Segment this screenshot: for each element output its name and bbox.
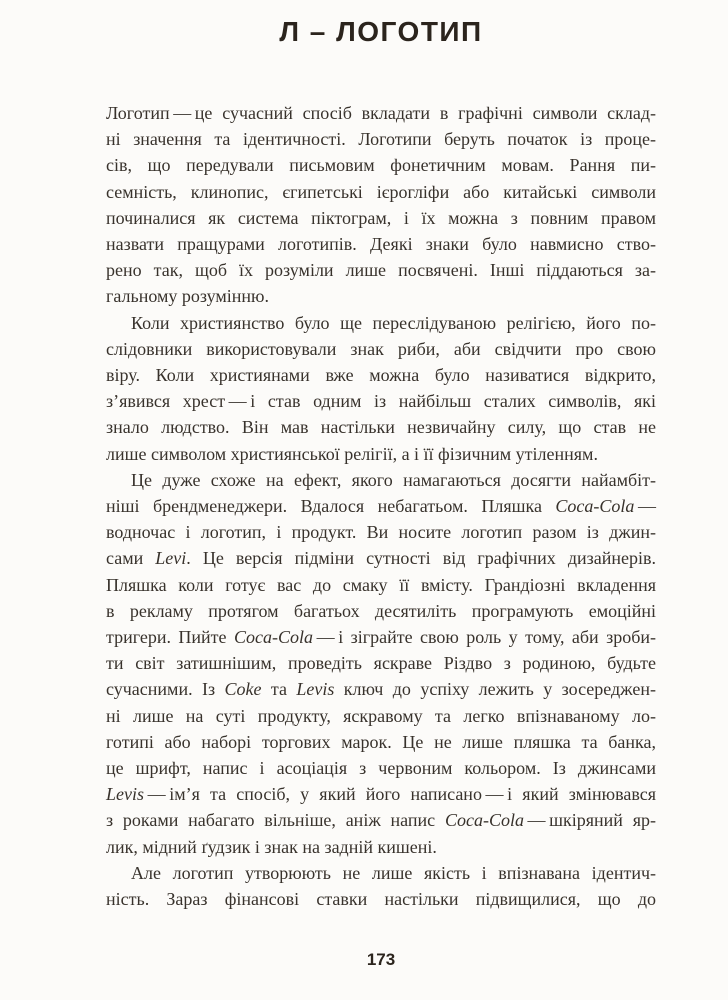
- text-segment: слідовники використовували знак риби, аби свідчити про свою: [106, 338, 656, 359]
- text-segment: семність, клинопис, єгипетські ієрогліфи або китайські символи: [106, 181, 656, 202]
- text-line: [106, 650, 656, 676]
- text-segment: знало людство. Він мав настільки незвичайну силу, що став не: [106, 417, 656, 438]
- text-segment: Логотип — це сучасний спосіб вкладати в графічні символи склад-: [106, 103, 656, 123]
- text-segment: з роками набагато вільніше, аніж напис: [106, 810, 445, 831]
- text-line: [106, 807, 656, 833]
- text-line: [106, 676, 656, 702]
- text-segment: гальному розумінню.: [106, 286, 270, 307]
- text-line: [106, 886, 656, 912]
- text-line: [106, 467, 656, 493]
- text-segment: та: [261, 679, 297, 700]
- text-line: [106, 336, 656, 362]
- text-segment: з’явився хрест — і став одним із найбільш сталих символів, які: [106, 391, 656, 412]
- text-line: [106, 729, 656, 755]
- text-segment: Пляшка коли готує вас до смаку її вмісту. Грандіозні вкладення: [106, 574, 656, 595]
- paragraph: [106, 310, 656, 467]
- text-segment: ніші брендменеджери. Вдалося небагатьом. Пляшка: [106, 496, 556, 517]
- text-segment: лише символом християнської релігії, а і її фізичним утіленням.: [106, 443, 598, 464]
- text-segment: —: [634, 496, 656, 517]
- paragraph: [106, 467, 656, 860]
- text-segment: — і зіграйте свою роль у тому, аби зроби-: [312, 627, 657, 648]
- text-line: [106, 545, 656, 571]
- text-line: [106, 572, 656, 598]
- text-segment: . Це версія підміни сутності від графічних дизайнерів.: [186, 548, 656, 569]
- text-segment: Коли християнство було ще переслідуваною релігією, його по-: [131, 312, 656, 333]
- text-segment: ні лише на суті продукту, яскравому та легко впізнаваному ло-: [106, 705, 656, 726]
- text-segment: сів, що передували письмовим фонетичним мовам. Рання пи-: [106, 155, 656, 176]
- text-line: [106, 703, 656, 729]
- text-segment: ні значення та ідентичності. Логотипи беруть початок із проце-: [106, 129, 656, 150]
- text-segment: віру. Коли християнами вже можна було називатися відкрито,: [106, 365, 656, 386]
- text-line: [106, 362, 656, 388]
- text-line: [106, 598, 656, 624]
- text-line: [106, 179, 656, 205]
- text-segment: — шкіряний яр-: [523, 810, 656, 831]
- text-segment: — ім’я та спосіб, у який його написано — і який змінювався: [144, 784, 656, 805]
- text-line: [106, 781, 656, 807]
- brand-name-italic: Levis: [296, 679, 335, 700]
- chapter-title: Л – ЛОГОТИП: [279, 16, 483, 47]
- paragraph: [106, 860, 656, 912]
- text-segment: сучасними. Із: [106, 679, 225, 700]
- text-segment: Це дуже схоже на ефект, якого намагаються досягти найамбіт-: [131, 469, 656, 490]
- text-line: [106, 152, 656, 178]
- brand-name-italic: Coke: [224, 679, 262, 700]
- text-line: [106, 624, 656, 650]
- text-segment: сами: [106, 548, 156, 569]
- body-text: [106, 100, 656, 912]
- text-segment: назвати пращурами логотипів. Деякі знаки було навмисно ство-: [106, 234, 656, 255]
- text-line: [106, 441, 656, 467]
- text-line: [106, 283, 656, 309]
- text-segment: це шрифт, напис і асоціація з червоним кольором. Із джинсами: [106, 758, 656, 779]
- text-segment: водночас і логотип, і продукт. Ви носите логотип разом із джин-: [106, 522, 656, 543]
- brand-name-italic: Coca-Cola: [555, 496, 635, 517]
- text-segment: тригери. Пийте: [106, 627, 234, 648]
- text-line: [106, 100, 656, 126]
- brand-name-italic: Coca-Cola: [444, 810, 524, 831]
- text-segment: ність. Зараз фінансові ставки настільки підвищилися, що до: [106, 889, 656, 910]
- text-segment: лик, мідний ґудзик і знак на задній кишені.: [106, 836, 437, 857]
- paragraph: [106, 100, 656, 310]
- brand-name-italic: Levis: [106, 784, 144, 805]
- text-line: [106, 231, 656, 257]
- text-line: [106, 205, 656, 231]
- page-number: 173: [366, 950, 396, 969]
- text-segment: в рекламу протягом багатьох десятиліть програмують емоційні: [106, 600, 656, 621]
- text-segment: рено так, щоб їх розуміли лише посвячені. Інші піддаються за-: [106, 260, 656, 281]
- text-line: [106, 834, 656, 860]
- brand-name-italic: Coca-Cola: [233, 627, 313, 648]
- text-line: [106, 493, 656, 519]
- text-segment: Але логотип утворюють не лише якість і впізнавана ідентич-: [131, 862, 656, 883]
- text-line: [106, 257, 656, 283]
- text-line: [106, 519, 656, 545]
- brand-name-italic: Levi: [155, 548, 187, 569]
- text-line: [106, 414, 656, 440]
- text-segment: ти світ затишнішим, проведіть яскраве Різдво з родиною, будьте: [106, 653, 656, 674]
- text-line: [106, 310, 656, 336]
- text-line: [106, 126, 656, 152]
- text-segment: починалися як система піктограм, і їх можна з повним правом: [106, 207, 656, 228]
- text-line: [106, 388, 656, 414]
- text-segment: ключ до успіху лежить у зосереджен-: [334, 679, 656, 700]
- text-line: [106, 755, 656, 781]
- text-segment: готипі або наборі торгових марок. Це не лише пляшка та банка,: [106, 731, 656, 752]
- text-line: [106, 860, 656, 886]
